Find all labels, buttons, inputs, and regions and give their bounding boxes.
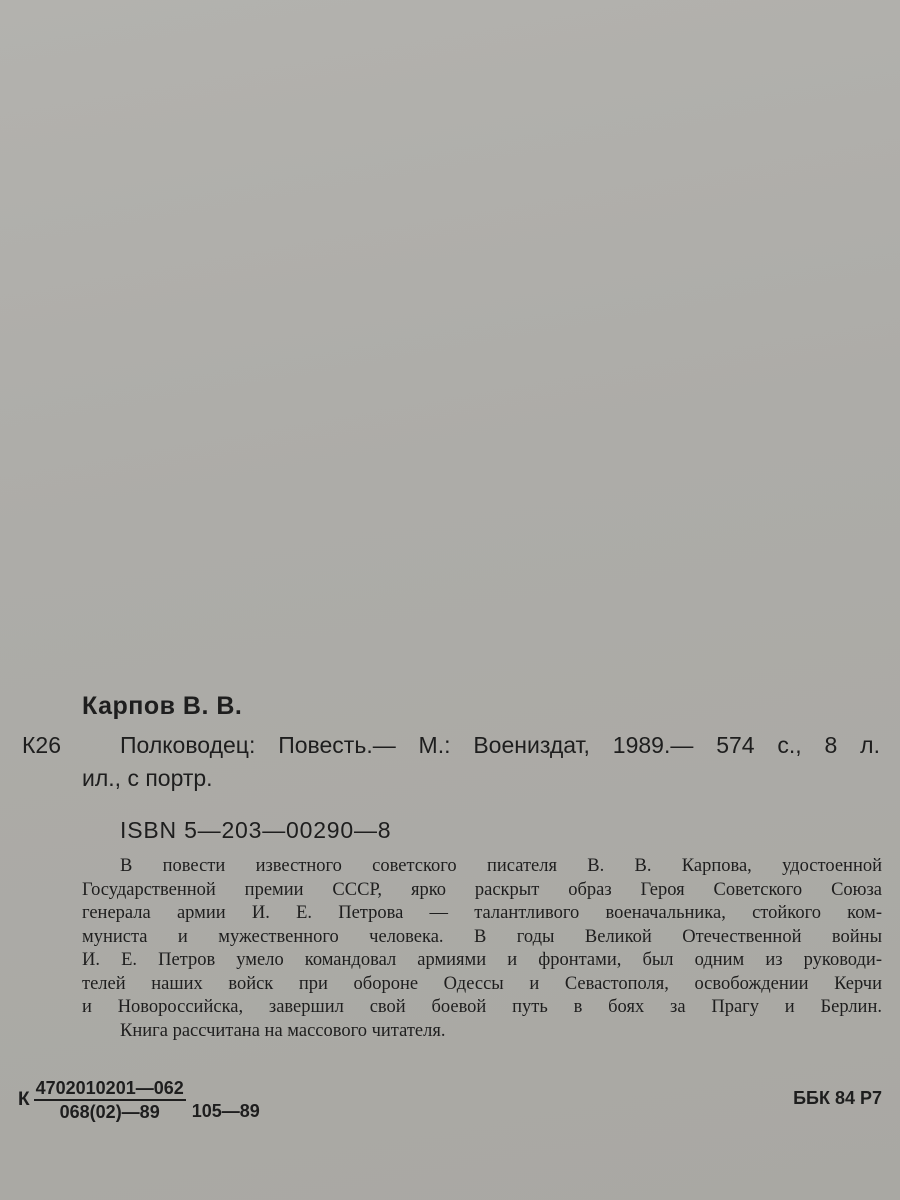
annotation-line: Государственной премии СССР, ярко раскрыт образ Героя Советского Союза: [82, 879, 882, 900]
price-prefix: К: [18, 1089, 30, 1110]
annotation-paragraph: [82, 855, 882, 1043]
bibliographic-description-line-1: Полководец: Повесть.— М.: Воениздат, 1989.— 574 с., 8 л.: [120, 732, 880, 758]
price-denominator: 068(02)—89: [59, 1102, 160, 1122]
annotation-line: Книга рассчитана на массового читателя.: [120, 1020, 446, 1041]
bibliographic-description-line-2: ил., с портр.: [82, 765, 213, 791]
price-fraction: [34, 1078, 186, 1122]
price-numerator: 4702010201—062: [34, 1078, 186, 1101]
price-index-formula: [18, 1078, 260, 1122]
price-suffix: 105—89: [191, 1100, 260, 1121]
annotation-line: и Новороссийска, завершил свой боевой путь в боях за Прагу и Берлин.: [82, 997, 882, 1017]
annotation-line: генерала армии И. Е. Петрова — талантливого военачальника, стойкого ком-: [82, 903, 882, 923]
author-heading: Карпов В. В.: [82, 692, 243, 720]
isbn-number: ISBN 5—203—00290—8: [120, 817, 392, 843]
annotation-line: телей наших войск при обороне Одессы и Севастополя, освобождении Керчи: [82, 973, 882, 994]
classification-code: К26: [22, 732, 61, 758]
annotation-line: В повести известного советского писателя В. В. Карпова, удостоенной: [120, 856, 882, 876]
bbk-classification: ББК 84 Р7: [793, 1088, 882, 1108]
annotation-line: И. Е. Петров умело командовал армиями и фронтами, был одним из руководи-: [82, 950, 882, 970]
annotation-line: муниста и мужественного человека. В годы Великой Отечественной войны: [82, 926, 882, 947]
